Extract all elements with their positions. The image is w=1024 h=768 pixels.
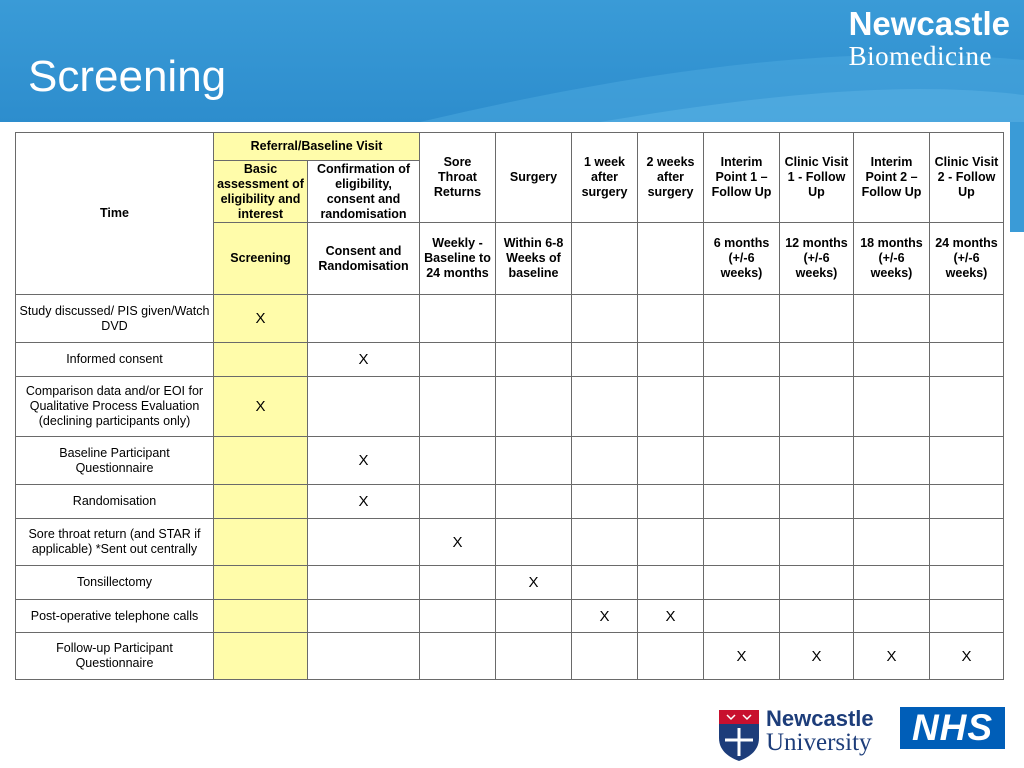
table-cell (854, 295, 930, 343)
page-title: Screening (28, 52, 227, 101)
table-cell (854, 437, 930, 485)
table-cell (420, 343, 496, 377)
table-cell (496, 295, 572, 343)
table-cell (572, 377, 638, 437)
table-cell (308, 295, 420, 343)
col-header: Interim Point 2 – Follow Up (854, 133, 930, 223)
table-cell (930, 566, 1004, 600)
footer-logos (717, 706, 1007, 764)
col-subheader (638, 223, 704, 295)
col-header: 2 weeks after surgery (638, 133, 704, 223)
row-label: Baseline Participant Questionnaire (16, 437, 214, 485)
table-cell (496, 377, 572, 437)
table-cell (214, 485, 308, 519)
table-cell (420, 437, 496, 485)
brand-line-1: Newcastle (848, 5, 1010, 42)
university-shield-icon (717, 708, 761, 762)
table-cell (780, 343, 854, 377)
table-cell (496, 600, 572, 633)
table-row (16, 437, 1004, 485)
university-line-1: Newcastle (766, 706, 874, 731)
table-cell (930, 600, 1004, 633)
table-cell (930, 377, 1004, 437)
table-cell (704, 600, 780, 633)
table-cell: X (780, 633, 854, 680)
table-cell (572, 343, 638, 377)
schedule-table (15, 132, 1004, 680)
table-cell (780, 566, 854, 600)
col-subheader: Within 6-8 Weeks of baseline (496, 223, 572, 295)
table-row (16, 600, 1004, 633)
university-name (766, 708, 874, 756)
university-line-2: University (766, 729, 872, 756)
col-subheader: Consent and Randomisation (308, 223, 420, 295)
table-cell (854, 519, 930, 566)
table-cell (420, 600, 496, 633)
table-cell (930, 343, 1004, 377)
table-cell: X (854, 633, 930, 680)
table-row (16, 343, 1004, 377)
col-subheader: 18 months (+/-6 weeks) (854, 223, 930, 295)
table-cell (854, 566, 930, 600)
table-cell (704, 343, 780, 377)
table-row (16, 377, 1004, 437)
table-cell (308, 519, 420, 566)
table-cell (420, 295, 496, 343)
table-cell (496, 437, 572, 485)
col-subheader: Screening (214, 223, 308, 295)
table-cell (572, 566, 638, 600)
table-cell (420, 377, 496, 437)
table-cell (496, 519, 572, 566)
table-cell (496, 485, 572, 519)
table-row (16, 519, 1004, 566)
nhs-logo: NHS (900, 707, 1005, 749)
table-cell (572, 485, 638, 519)
table-cell (930, 295, 1004, 343)
table-cell (930, 485, 1004, 519)
table-cell (214, 343, 308, 377)
row-label: Randomisation (16, 485, 214, 519)
table-cell (704, 377, 780, 437)
referral-group-header: Referral/Baseline Visit (214, 133, 420, 161)
col-header: Surgery (496, 133, 572, 223)
table-cell (854, 377, 930, 437)
row-label: Follow-up Participant Questionnaire (16, 633, 214, 680)
col-subheader: Weekly - Baseline to 24 months (420, 223, 496, 295)
table-cell (214, 600, 308, 633)
table-cell (572, 437, 638, 485)
table-cell (780, 519, 854, 566)
table-cell (214, 566, 308, 600)
table-cell: X (214, 295, 308, 343)
table-cell (854, 485, 930, 519)
table-cell (704, 485, 780, 519)
table-cell (930, 437, 1004, 485)
col-header: Basic assessment of eligibility and interest (214, 161, 308, 223)
table-cell: X (572, 600, 638, 633)
table-row (16, 633, 1004, 680)
col-header: 1 week after surgery (572, 133, 638, 223)
col-header: Clinic Visit 1 - Follow Up (780, 133, 854, 223)
table-cell (780, 295, 854, 343)
table-cell (638, 437, 704, 485)
table-cell: X (930, 633, 1004, 680)
table-cell (704, 566, 780, 600)
table-cell (930, 519, 1004, 566)
col-subheader: 24 months (+/-6 weeks) (930, 223, 1004, 295)
table-cell (308, 566, 420, 600)
table-body (16, 295, 1004, 680)
side-accent (1010, 122, 1024, 232)
table-cell (638, 295, 704, 343)
table-cell (638, 566, 704, 600)
col-header: Confirmation of eligibility, consent and randomisation (308, 161, 420, 223)
brand-line-2: Biomedicine (848, 41, 993, 71)
table-cell (638, 377, 704, 437)
table-cell: X (704, 633, 780, 680)
col-subheader (572, 223, 638, 295)
table-cell (420, 485, 496, 519)
table-cell (308, 377, 420, 437)
table-cell (308, 633, 420, 680)
col-subheader: 12 months (+/-6 weeks) (780, 223, 854, 295)
col-header: Clinic Visit 2 - Follow Up (930, 133, 1004, 223)
time-header: Time (16, 133, 214, 295)
table-cell (214, 633, 308, 680)
table-cell: X (308, 343, 420, 377)
table-cell (704, 437, 780, 485)
table-cell: X (308, 485, 420, 519)
header-banner (0, 0, 1024, 122)
table-cell (854, 343, 930, 377)
table-cell (638, 343, 704, 377)
table-cell (780, 437, 854, 485)
row-label: Tonsillectomy (16, 566, 214, 600)
table-cell: X (308, 437, 420, 485)
table-cell (638, 633, 704, 680)
brand-logo (849, 6, 1010, 70)
table-row (16, 295, 1004, 343)
table-cell (780, 600, 854, 633)
row-label: Sore throat return (and STAR if applicable) *Sent out centrally (16, 519, 214, 566)
table-cell: X (638, 600, 704, 633)
table-cell (308, 600, 420, 633)
col-header: Interim Point 1 – Follow Up (704, 133, 780, 223)
table-cell (420, 633, 496, 680)
table-row (16, 566, 1004, 600)
table-cell (572, 519, 638, 566)
col-subheader: 6 months (+/-6 weeks) (704, 223, 780, 295)
row-label: Study discussed/ PIS given/Watch DVD (16, 295, 214, 343)
table-cell (638, 485, 704, 519)
table-cell (854, 600, 930, 633)
table-cell (704, 295, 780, 343)
table-cell (420, 566, 496, 600)
table-cell: X (420, 519, 496, 566)
table-cell: X (496, 566, 572, 600)
row-label: Informed consent (16, 343, 214, 377)
table-cell (214, 437, 308, 485)
table-cell (704, 519, 780, 566)
row-label: Post-operative telephone calls (16, 600, 214, 633)
table-cell (572, 633, 638, 680)
table-cell (214, 519, 308, 566)
col-header: Sore Throat Returns (420, 133, 496, 223)
table-cell (780, 485, 854, 519)
table-cell (496, 633, 572, 680)
table-cell (496, 343, 572, 377)
table-cell (572, 295, 638, 343)
table-row (16, 485, 1004, 519)
row-label: Comparison data and/or EOI for Qualitative Process Evaluation (declining participants only) (16, 377, 214, 437)
table-cell (638, 519, 704, 566)
table-cell: X (214, 377, 308, 437)
table-cell (780, 377, 854, 437)
